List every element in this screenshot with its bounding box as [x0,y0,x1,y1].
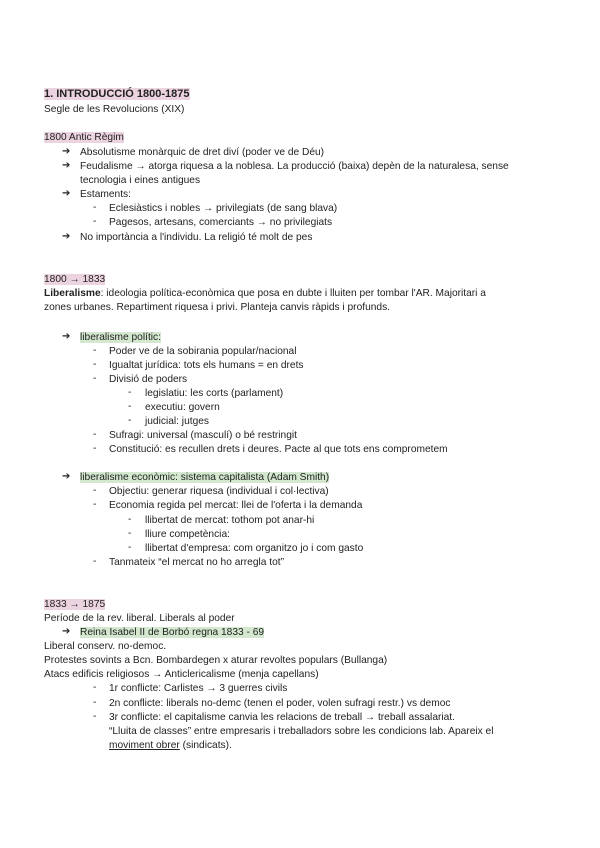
moviment-obrer-text: moviment obrer [109,740,180,751]
pol-constitucio: Constitució: es recullen drets i deures. Pacte al que tots ens comprometem [109,444,448,455]
bullet-absolutisme: Absolutisme monàrquic de dret diví (poder ve de Déu) [80,147,325,158]
dash-bullet-icon: - [93,697,97,708]
eco-tanmateix: Tanmateix “el mercat no ho arregla tot” [109,557,284,568]
sub-eclesiastics: Eclesiàstics i nobles → privilegiats (de sang blava) [109,203,338,214]
bullet-individu: No importància a l'individu. La religió té molt de pes [80,232,313,243]
dash-bullet-icon: - [93,345,97,356]
pol-legislatiu: legislatiu: les corts (parlament) [145,388,284,399]
period-1833-heading: 1833 → 1875 [44,599,106,610]
dash-bullet-icon: - [93,216,97,227]
eco-llibertat-mercat: llibertat de mercat: tothom pot anar-hi [145,515,315,526]
dash-bullet-icon: - [128,401,132,412]
dash-bullet-icon: - [93,556,97,567]
arrow-bullet-icon: ➔ [62,160,71,171]
arrow-bullet-icon: ➔ [62,471,71,482]
liberal-conserv: Liberal conserv. no-democ. [44,641,167,652]
dash-bullet-icon: - [93,359,97,370]
dash-bullet-icon: - [128,514,132,525]
pol-executiu: executiu: govern [145,402,220,413]
conflicte-2: 2n conflicte: liberals no-demc (tenen el poder, volen sufragi restr.) vs democ [109,698,451,709]
section-title: 1. INTRODUCCIÓ 1800-1875 [44,88,190,100]
dash-bullet-icon: - [128,542,132,553]
eco-objectiu: Objectiu: generar riquesa (individual i col·lectiva) [109,486,329,497]
arrow-bullet-icon: ➔ [62,331,71,342]
arrow-bullet-icon: ➔ [62,188,71,199]
arrow-bullet-icon: ➔ [62,231,71,242]
pol-igualtat: Igualtat jurídica: tots els humans = en drets [109,360,304,371]
pol-divisio: Divisió de poders [109,374,188,385]
liberalisme-definition: Liberalisme: ideologia política-econòmica que posa en dubte i lluiten per tombar l'AR. Majoritari a [44,288,486,299]
conflicte-1: 1r conflicte: Carlistes → 3 guerres civils [109,683,288,694]
reina-isabel: Reina Isabel II de Borbó regna 1833 - 69 [80,627,265,638]
protestes-bcn: Protestes sovints a Bcn. Bombardegen x aturar revoltes populars (Bullanga) [44,655,388,666]
liberalisme-politic-heading: liberalisme polític: [80,332,161,343]
atacs-religiosos: Atacs edificis religiosos → Anticlericalisme (menja capellans) [44,669,319,680]
bullet-feudalisme-cont: tecnologia i eines antigues [80,175,201,186]
liberalisme-heading: 1800 → 1833 [44,274,106,285]
pol-judicial: judicial: jutges [145,416,209,427]
pol-sobirania: Poder ve de la sobirania popular/nacional [109,346,297,357]
liberalisme-definition-cont: zones urbanes. Repartiment riquesa i privi. Planteja canvis ràpids i profunds. [44,302,390,313]
arrow-bullet-icon: ➔ [62,626,71,637]
conflicte-3-cont: “Lluita de classes” entre empresaris i treballadors sobre les condicions lab. Apareix el [109,726,494,737]
antic-regim-heading: 1800 Antic Règim [44,132,124,143]
dash-bullet-icon: - [93,373,97,384]
dash-bullet-icon: - [128,415,132,426]
dash-bullet-icon: - [93,682,97,693]
conflicte-3: 3r conflicte: el capitalisme canvia les relacions de treball → treball assalariat. [109,712,455,723]
bullet-feudalisme: Feudalisme → atorga riquesa a la noblesa. La producció (baixa) depèn de la naturalesa, sense [80,161,509,172]
dash-bullet-icon: - [93,499,97,510]
eco-lliure-competencia: lliure competència: [145,529,230,540]
arrow-bullet-icon: ➔ [62,146,71,157]
sub-pagesos: Pagesos, artesans, comerciants → no privilegiats [109,217,333,228]
eco-llibertat-empresa: llibertat d'empresa: com organitzo jo i com gasto [145,543,364,554]
dash-bullet-icon: - [93,443,97,454]
section-subtitle: Segle de les Revolucions (XIX) [44,104,185,115]
liberalisme-economic-heading: liberalisme econòmic: sistema capitalista (Adam Smith) [80,472,330,483]
bullet-estaments: Estaments: [80,189,131,200]
dash-bullet-icon: - [93,202,97,213]
eco-mercat: Economia regida pel mercat: llei de l'oferta i la demanda [109,500,363,511]
pol-sufragi: Sufragi: universal (masculí) o bé restringit [109,430,297,441]
dash-bullet-icon: - [93,711,97,722]
dash-bullet-icon: - [93,429,97,440]
dash-bullet-icon: - [93,485,97,496]
conflicte-3-end: moviment obrer (sindicats). [109,740,232,751]
period-rev-liberal: Període de la rev. liberal. Liberals al poder [44,613,235,624]
dash-bullet-icon: - [128,387,132,398]
dash-bullet-icon: - [128,528,132,539]
